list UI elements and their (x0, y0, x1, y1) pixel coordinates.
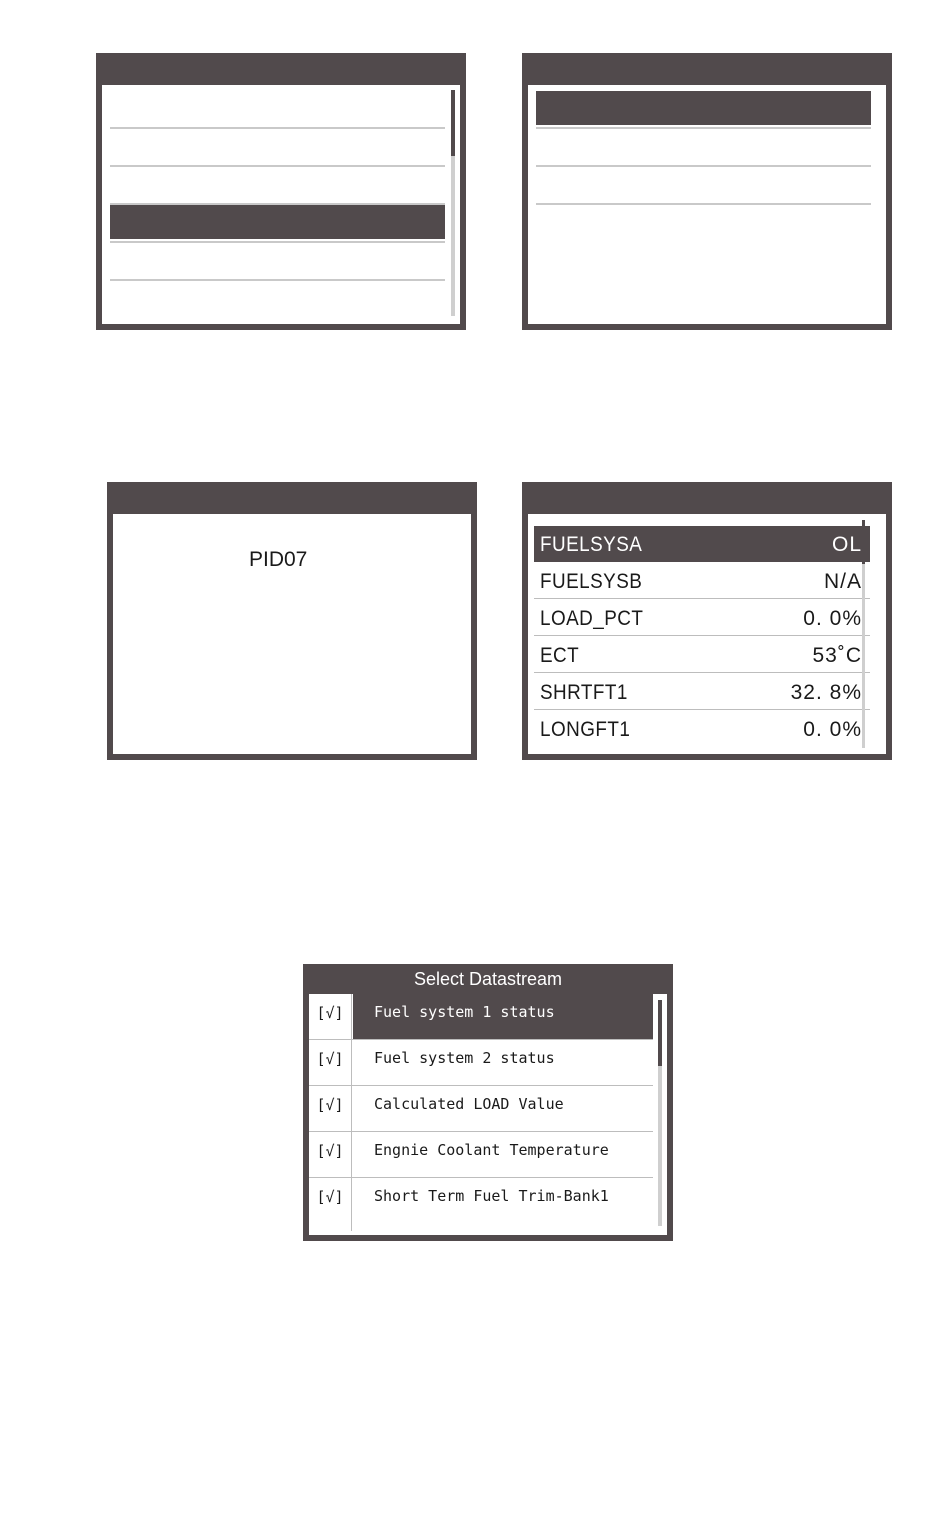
checkbox[interactable]: [√] (309, 994, 352, 1039)
pid-value: 32. 8% (790, 681, 862, 704)
select-datastream-screen (303, 964, 673, 1241)
menu-divider (110, 165, 445, 167)
pid-name: FUELSYSB (540, 570, 643, 593)
pid-value: N/A (823, 570, 862, 593)
menu-divider (536, 203, 871, 205)
datastream-label: Fuel system 2 status (374, 1049, 555, 1067)
menu-divider (536, 165, 871, 167)
live-data-row-shrtft1[interactable] (534, 674, 870, 710)
pid-name: LONGFT1 (540, 718, 631, 741)
menu-divider (536, 127, 871, 129)
checkbox[interactable]: [√] (309, 1132, 352, 1177)
datastream-item[interactable] (309, 1086, 653, 1132)
pid-screen (107, 482, 477, 760)
pid-label: PID07 (249, 548, 308, 571)
checkbox[interactable]: [√] (309, 1040, 352, 1085)
menu-screen-right (522, 53, 892, 330)
pid-value: 53˚C (812, 644, 862, 667)
live-data-row-fuelsysb[interactable] (534, 563, 870, 599)
menu-divider (110, 279, 445, 281)
menu-item-selected[interactable] (110, 205, 445, 239)
menu-divider (110, 127, 445, 129)
live-data-row-load-pct[interactable] (534, 600, 870, 636)
datastream-label: Fuel system 1 status (353, 994, 653, 1039)
scrollbar-thumb[interactable] (658, 1000, 662, 1066)
checkbox[interactable]: [√] (309, 1086, 352, 1131)
datastream-item[interactable] (309, 1132, 653, 1178)
scrollbar-thumb[interactable] (451, 90, 455, 156)
menu-item-selected[interactable] (536, 91, 871, 125)
pid-name: FUELSYSA (540, 533, 643, 556)
live-data-row-fuelsysa[interactable] (534, 526, 870, 562)
pid-value: 0. 0% (803, 718, 862, 741)
pid-value: OL (831, 533, 862, 556)
datastream-item[interactable] (309, 1040, 653, 1086)
live-data-row-ect[interactable] (534, 637, 870, 673)
datastream-label: Short Term Fuel Trim-Bank1 (374, 1187, 609, 1205)
scrollbar-thumb[interactable] (862, 520, 865, 564)
datastream-label: Engnie Coolant Temperature (374, 1141, 609, 1159)
checkbox[interactable]: [√] (309, 1178, 352, 1231)
pid-name: ECT (540, 644, 580, 667)
live-data-screen (522, 482, 892, 760)
datastream-item[interactable] (309, 994, 653, 1040)
pid-name: SHRTFT1 (540, 681, 628, 704)
datastream-label: Calculated LOAD Value (374, 1095, 564, 1113)
menu-divider (110, 241, 445, 243)
menu-screen-left (96, 53, 466, 330)
live-data-row-longft1[interactable] (534, 711, 870, 747)
screen-title: Select Datastream (413, 969, 563, 989)
pid-name: LOAD_PCT (540, 607, 644, 630)
datastream-item[interactable] (309, 1178, 653, 1231)
pid-value: 0. 0% (803, 607, 862, 630)
